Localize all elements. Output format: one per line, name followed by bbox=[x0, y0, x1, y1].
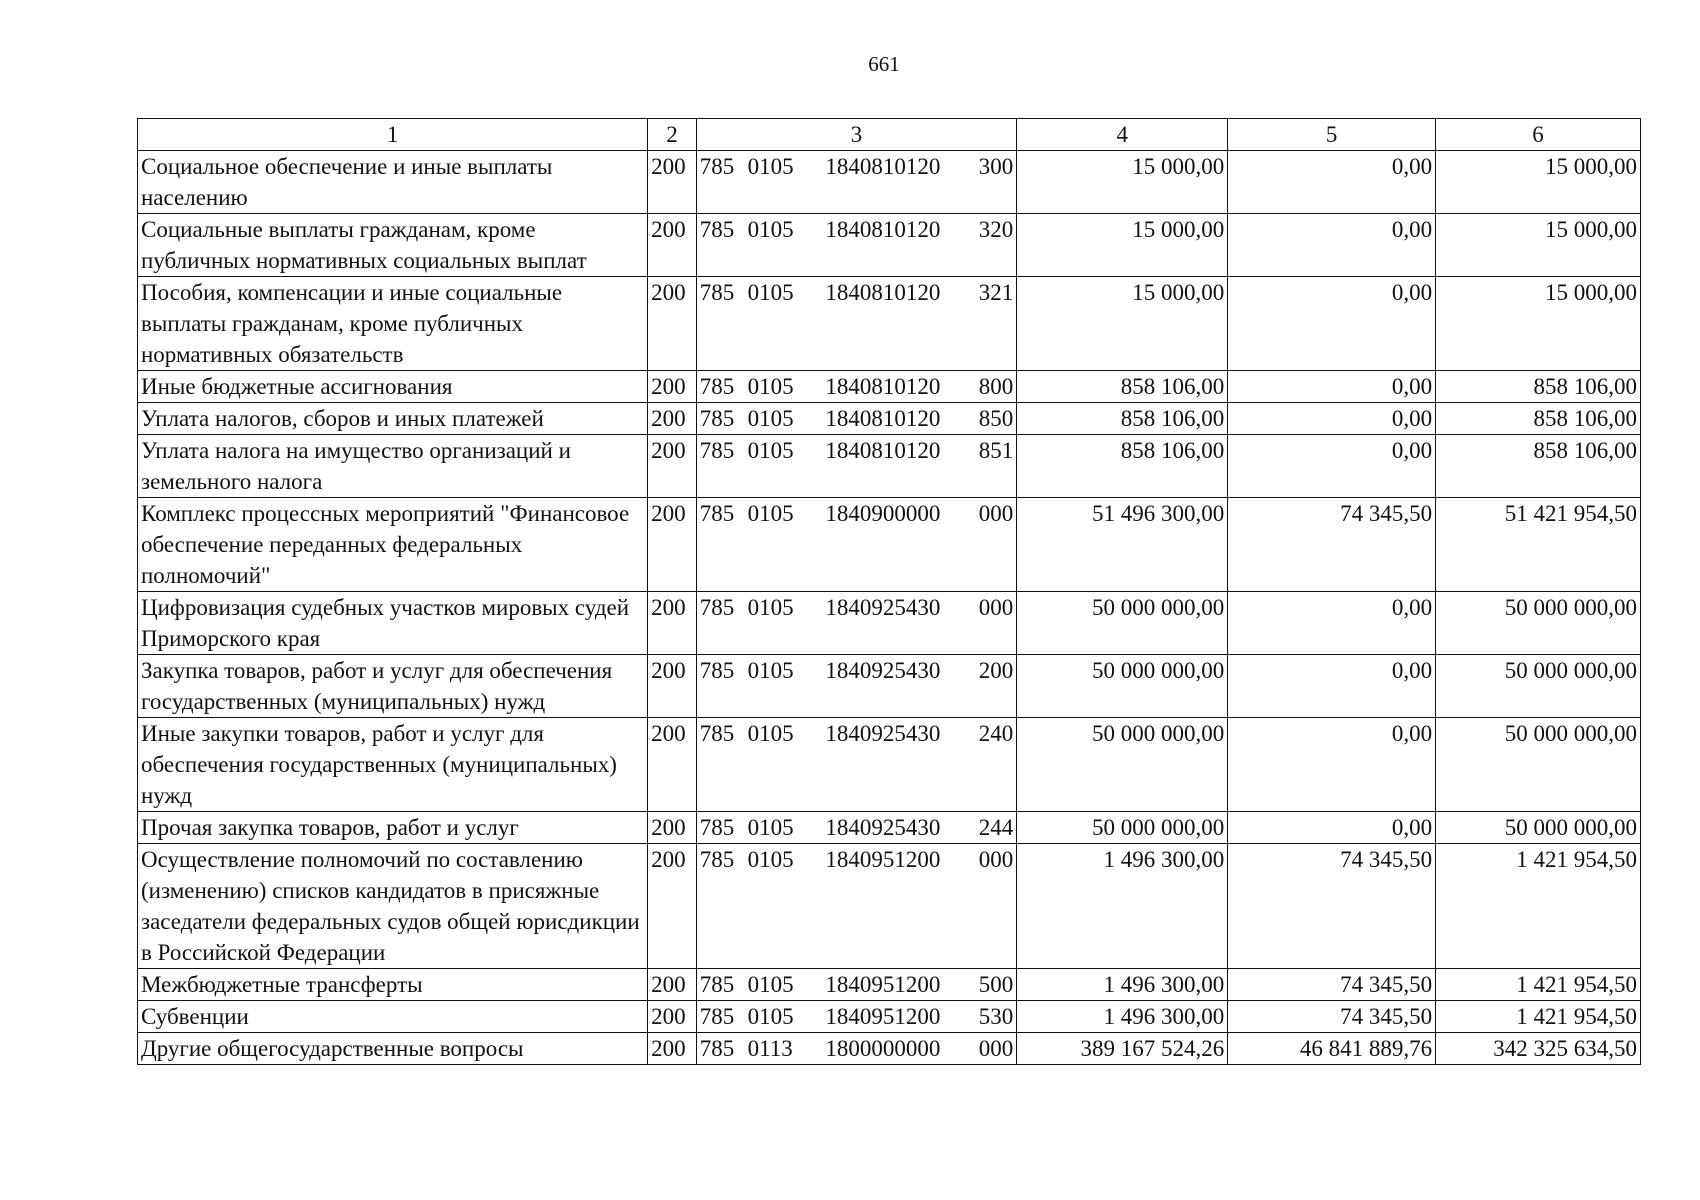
code-target: 1840925430 bbox=[825, 815, 941, 840]
row-col-4: 50 000 000,00 bbox=[1017, 812, 1228, 844]
code-section: 0105 bbox=[747, 280, 794, 305]
code-target: 1840810120 bbox=[825, 406, 941, 431]
row-classification-code bbox=[696, 151, 1016, 214]
row-col-2: 200 bbox=[648, 371, 697, 403]
row-col-4: 50 000 000,00 bbox=[1017, 592, 1228, 655]
header-col-1: 1 bbox=[138, 119, 648, 151]
row-classification-code bbox=[696, 592, 1016, 655]
code-ministry: 785 bbox=[699, 280, 735, 305]
header-col-4: 4 bbox=[1017, 119, 1228, 151]
code-section: 0105 bbox=[747, 406, 794, 431]
code-section: 0105 bbox=[747, 595, 794, 620]
row-col-4: 858 106,00 bbox=[1017, 403, 1228, 435]
code-ministry: 785 bbox=[699, 501, 735, 526]
code-type: 244 bbox=[978, 815, 1014, 840]
row-col-2: 200 bbox=[648, 403, 697, 435]
row-col-4: 15 000,00 bbox=[1017, 151, 1228, 214]
code-target: 1840925430 bbox=[825, 658, 941, 683]
row-name: Социальное обеспечение и иные выплаты населению bbox=[138, 151, 648, 214]
row-col-2: 200 bbox=[648, 435, 697, 498]
table-row bbox=[138, 844, 1641, 969]
table-row bbox=[138, 655, 1641, 718]
row-col-5: 74 345,50 bbox=[1228, 1001, 1436, 1033]
table-row bbox=[138, 214, 1641, 277]
row-col-5: 0,00 bbox=[1228, 403, 1436, 435]
code-target: 1840810120 bbox=[825, 217, 941, 242]
row-col-2: 200 bbox=[648, 969, 697, 1001]
code-type: 800 bbox=[978, 374, 1014, 399]
row-col-6: 50 000 000,00 bbox=[1436, 718, 1641, 812]
row-col-2: 200 bbox=[648, 718, 697, 812]
code-type: 000 bbox=[978, 595, 1014, 620]
row-name: Другие общегосударственные вопросы bbox=[138, 1033, 648, 1065]
row-col-5: 0,00 bbox=[1228, 151, 1436, 214]
table-row bbox=[138, 151, 1641, 214]
row-col-2: 200 bbox=[648, 214, 697, 277]
code-target: 1840951200 bbox=[825, 1004, 941, 1029]
page-number: 661 bbox=[868, 52, 900, 76]
code-section: 0105 bbox=[747, 658, 794, 683]
header-col-2: 2 bbox=[648, 119, 697, 151]
row-col-5: 0,00 bbox=[1228, 655, 1436, 718]
row-classification-code bbox=[696, 277, 1016, 371]
code-section: 0105 bbox=[747, 217, 794, 242]
code-type: 530 bbox=[978, 1004, 1014, 1029]
code-ministry: 785 bbox=[699, 721, 735, 746]
row-col-5: 0,00 bbox=[1228, 214, 1436, 277]
row-col-6: 1 421 954,50 bbox=[1436, 844, 1641, 969]
code-type: 240 bbox=[978, 721, 1014, 746]
row-col-6: 50 000 000,00 bbox=[1436, 592, 1641, 655]
row-classification-code bbox=[696, 1001, 1016, 1033]
row-col-2: 200 bbox=[648, 655, 697, 718]
row-col-4: 389 167 524,26 bbox=[1017, 1033, 1228, 1065]
code-ministry: 785 bbox=[699, 438, 735, 463]
row-name: Уплата налога на имущество организаций и земельного налога bbox=[138, 435, 648, 498]
table-header bbox=[138, 119, 1641, 151]
row-classification-code bbox=[696, 1033, 1016, 1065]
row-classification-code bbox=[696, 498, 1016, 592]
row-name: Уплата налогов, сборов и иных платежей bbox=[138, 403, 648, 435]
code-section: 0105 bbox=[747, 721, 794, 746]
row-col-4: 858 106,00 bbox=[1017, 371, 1228, 403]
code-target: 1840951200 bbox=[825, 972, 941, 997]
code-type: 320 bbox=[978, 217, 1014, 242]
row-name: Межбюджетные трансферты bbox=[138, 969, 648, 1001]
code-section: 0105 bbox=[747, 374, 794, 399]
code-type: 300 bbox=[978, 154, 1014, 179]
code-section: 0105 bbox=[747, 847, 794, 872]
row-name: Пособия, компенсации и иные социальные выплаты гражданам, кроме публичных нормативных обязательств bbox=[138, 277, 648, 371]
table-row bbox=[138, 1001, 1641, 1033]
row-classification-code bbox=[696, 718, 1016, 812]
code-ministry: 785 bbox=[699, 847, 735, 872]
code-ministry: 785 bbox=[699, 154, 735, 179]
header-row bbox=[138, 119, 1641, 151]
row-name: Закупка товаров, работ и услуг для обеспечения государственных (муниципальных) нужд bbox=[138, 655, 648, 718]
code-ministry: 785 bbox=[699, 658, 735, 683]
row-col-5: 46 841 889,76 bbox=[1228, 1033, 1436, 1065]
row-col-5: 74 345,50 bbox=[1228, 498, 1436, 592]
row-col-6: 342 325 634,50 bbox=[1436, 1033, 1641, 1065]
row-col-5: 0,00 bbox=[1228, 812, 1436, 844]
code-type: 200 bbox=[978, 658, 1014, 683]
row-col-5: 74 345,50 bbox=[1228, 844, 1436, 969]
row-classification-code bbox=[696, 969, 1016, 1001]
row-classification-code bbox=[696, 214, 1016, 277]
code-ministry: 785 bbox=[699, 595, 735, 620]
code-type: 000 bbox=[978, 1036, 1014, 1061]
table-row bbox=[138, 277, 1641, 371]
row-col-5: 74 345,50 bbox=[1228, 969, 1436, 1001]
code-ministry: 785 bbox=[699, 1036, 735, 1061]
row-col-5: 0,00 bbox=[1228, 718, 1436, 812]
row-col-4: 50 000 000,00 bbox=[1017, 718, 1228, 812]
row-col-6: 50 000 000,00 bbox=[1436, 655, 1641, 718]
row-name: Прочая закупка товаров, работ и услуг bbox=[138, 812, 648, 844]
code-type: 851 bbox=[978, 438, 1014, 463]
code-target: 1840951200 bbox=[825, 847, 941, 872]
row-classification-code bbox=[696, 655, 1016, 718]
row-col-2: 200 bbox=[648, 1001, 697, 1033]
row-col-2: 200 bbox=[648, 844, 697, 969]
code-section: 0113 bbox=[747, 1036, 793, 1061]
row-col-4: 1 496 300,00 bbox=[1017, 844, 1228, 969]
code-target: 1840925430 bbox=[825, 595, 941, 620]
row-col-4: 858 106,00 bbox=[1017, 435, 1228, 498]
row-classification-code bbox=[696, 403, 1016, 435]
row-classification-code bbox=[696, 844, 1016, 969]
row-col-4: 15 000,00 bbox=[1017, 277, 1228, 371]
row-col-4: 1 496 300,00 bbox=[1017, 969, 1228, 1001]
code-section: 0105 bbox=[747, 501, 794, 526]
row-name: Иные бюджетные ассигнования bbox=[138, 371, 648, 403]
row-col-5: 0,00 bbox=[1228, 277, 1436, 371]
row-col-6: 15 000,00 bbox=[1436, 214, 1641, 277]
code-target: 1840925430 bbox=[825, 721, 941, 746]
row-col-4: 51 496 300,00 bbox=[1017, 498, 1228, 592]
row-classification-code bbox=[696, 371, 1016, 403]
row-col-6: 51 421 954,50 bbox=[1436, 498, 1641, 592]
table-body bbox=[138, 151, 1641, 1065]
row-col-6: 1 421 954,50 bbox=[1436, 969, 1641, 1001]
row-col-6: 1 421 954,50 bbox=[1436, 1001, 1641, 1033]
row-col-2: 200 bbox=[648, 592, 697, 655]
row-classification-code bbox=[696, 812, 1016, 844]
row-col-6: 858 106,00 bbox=[1436, 403, 1641, 435]
code-section: 0105 bbox=[747, 438, 794, 463]
row-col-5: 0,00 bbox=[1228, 371, 1436, 403]
code-ministry: 785 bbox=[699, 374, 735, 399]
row-name: Субвенции bbox=[138, 1001, 648, 1033]
code-type: 321 bbox=[978, 280, 1014, 305]
row-col-2: 200 bbox=[648, 812, 697, 844]
table-row bbox=[138, 498, 1641, 592]
code-section: 0105 bbox=[747, 154, 794, 179]
code-ministry: 785 bbox=[699, 815, 735, 840]
code-type: 000 bbox=[978, 847, 1014, 872]
code-target: 1840810120 bbox=[825, 438, 941, 463]
row-col-4: 50 000 000,00 bbox=[1017, 655, 1228, 718]
code-type: 850 bbox=[978, 406, 1014, 431]
row-col-6: 858 106,00 bbox=[1436, 435, 1641, 498]
row-col-5: 0,00 bbox=[1228, 592, 1436, 655]
code-target: 1840900000 bbox=[825, 501, 941, 526]
code-type: 500 bbox=[978, 972, 1014, 997]
table-row bbox=[138, 403, 1641, 435]
code-type: 000 bbox=[978, 501, 1014, 526]
row-col-6: 15 000,00 bbox=[1436, 151, 1641, 214]
row-col-4: 1 496 300,00 bbox=[1017, 1001, 1228, 1033]
code-target: 1840810120 bbox=[825, 154, 941, 179]
header-col-5: 5 bbox=[1228, 119, 1436, 151]
header-col-3: 3 bbox=[696, 119, 1016, 151]
table-row bbox=[138, 435, 1641, 498]
row-col-2: 200 bbox=[648, 277, 697, 371]
code-section: 0105 bbox=[747, 972, 794, 997]
code-target: 1800000000 bbox=[825, 1036, 941, 1061]
table-row bbox=[138, 812, 1641, 844]
row-col-2: 200 bbox=[648, 1033, 697, 1065]
code-ministry: 785 bbox=[699, 1004, 735, 1029]
row-col-4: 15 000,00 bbox=[1017, 214, 1228, 277]
table-row bbox=[138, 718, 1641, 812]
row-col-2: 200 bbox=[648, 498, 697, 592]
row-name: Социальные выплаты гражданам, кроме публичных нормативных социальных выплат bbox=[138, 214, 648, 277]
header-col-6: 6 bbox=[1436, 119, 1641, 151]
table-row bbox=[138, 969, 1641, 1001]
code-section: 0105 bbox=[747, 815, 794, 840]
code-ministry: 785 bbox=[699, 972, 735, 997]
table-row bbox=[138, 371, 1641, 403]
row-name: Иные закупки товаров, работ и услуг для обеспечения государственных (муниципальных) нужд bbox=[138, 718, 648, 812]
code-ministry: 785 bbox=[699, 217, 735, 242]
table-row bbox=[138, 1033, 1641, 1065]
row-classification-code bbox=[696, 435, 1016, 498]
row-col-6: 15 000,00 bbox=[1436, 277, 1641, 371]
code-ministry: 785 bbox=[699, 406, 735, 431]
code-section: 0105 bbox=[747, 1004, 794, 1029]
row-name: Осуществление полномочий по составлению (изменению) списков кандидатов в присяжные заседатели федеральных судов общей юрисдикции в Российской Федерации bbox=[138, 844, 648, 969]
budget-table bbox=[137, 118, 1641, 1065]
code-target: 1840810120 bbox=[825, 280, 941, 305]
code-target: 1840810120 bbox=[825, 374, 941, 399]
row-col-6: 858 106,00 bbox=[1436, 371, 1641, 403]
table-row bbox=[138, 592, 1641, 655]
row-name: Цифровизация судебных участков мировых судей Приморского края bbox=[138, 592, 648, 655]
row-col-5: 0,00 bbox=[1228, 435, 1436, 498]
row-col-6: 50 000 000,00 bbox=[1436, 812, 1641, 844]
row-name: Комплекс процессных мероприятий "Финансовое обеспечение переданных федеральных полномочий" bbox=[138, 498, 648, 592]
row-col-2: 200 bbox=[648, 151, 697, 214]
